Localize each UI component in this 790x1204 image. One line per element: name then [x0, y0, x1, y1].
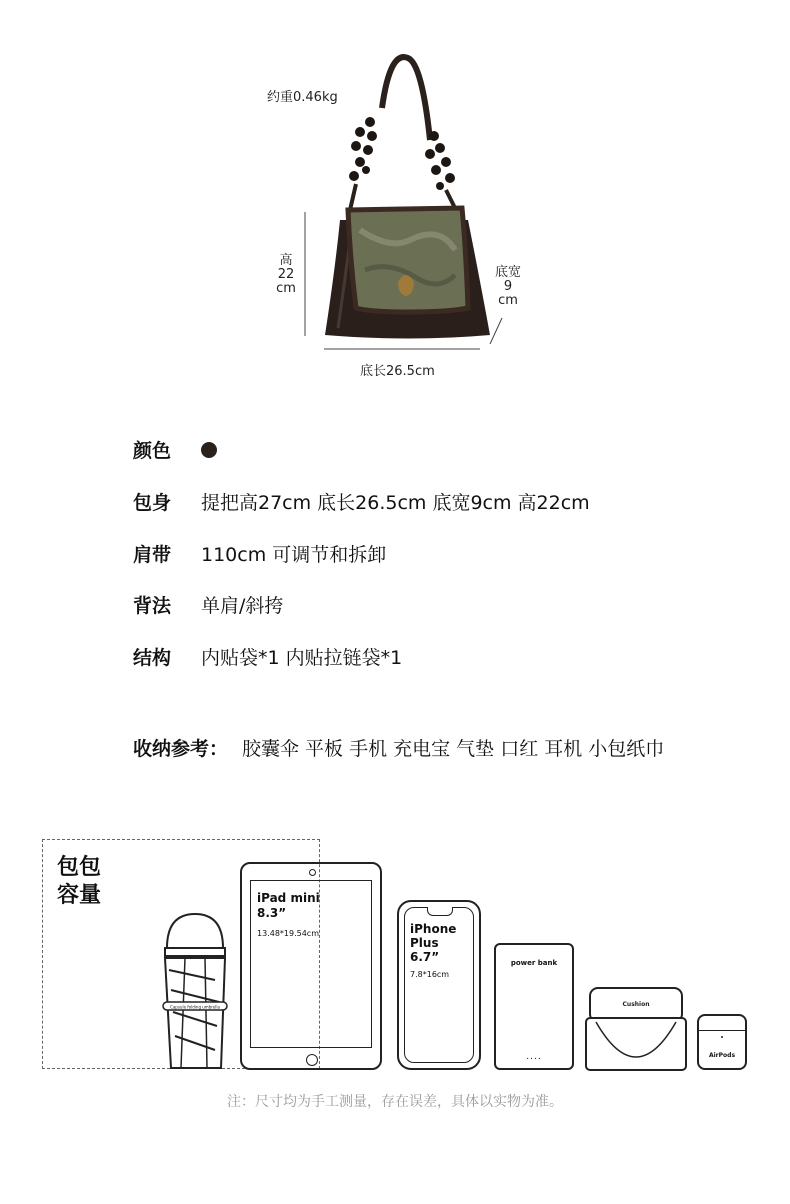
- spec-label: 结构: [133, 647, 172, 669]
- spec-row-structure: [133, 643, 402, 670]
- cushion-label: Cushion: [622, 1001, 650, 1008]
- umbrella-label: Capsule folding umbrella: [170, 1004, 220, 1010]
- iphone-screen: [404, 907, 474, 1063]
- length-dimension-line: [322, 346, 482, 352]
- depth-value: 9: [503, 279, 513, 294]
- spec-row-color: [133, 436, 217, 463]
- ipad-icon: [240, 862, 382, 1070]
- powerbank-indicator: ....: [526, 1052, 542, 1062]
- iphone-icon: [397, 900, 481, 1070]
- spec-label: 背法: [133, 595, 172, 617]
- storage-reference: [133, 734, 664, 761]
- storage-items: 胶囊伞 平板 手机 充电宝 气垫 口红 耳机 小包纸巾: [242, 738, 665, 760]
- spec-value: 110cm 可调节和拆卸: [201, 544, 387, 566]
- ipad-screen: [250, 880, 372, 1048]
- airpods-lid-line: [699, 1030, 745, 1031]
- spec-row-body: [133, 488, 590, 515]
- spec-value: 内贴袋*1 内贴拉链袋*1: [201, 647, 403, 669]
- iphone-notch: [427, 907, 453, 916]
- iphone-name-line1: iPhone: [410, 922, 457, 936]
- height-dimension-line: [300, 210, 310, 338]
- height-unit: cm: [276, 281, 296, 296]
- weight-label: 约重0.46kg: [267, 90, 338, 105]
- ipad-name-line2: 8.3”: [257, 906, 287, 920]
- storage-label: 收纳参考：: [133, 738, 229, 760]
- spec-label: 肩带: [133, 544, 172, 566]
- spec-label: 颜色: [133, 440, 172, 462]
- capacity-title: [57, 854, 101, 910]
- spec-row-carry: [133, 591, 283, 618]
- capacity-title-line1: 包包: [57, 855, 102, 880]
- measurement-note: 注：尺寸均为手工测量，存在误差，具体以实物为准。: [227, 1094, 563, 1110]
- powerbank-label: power bank: [510, 959, 558, 967]
- length-label: 底长26.5cm: [360, 364, 435, 379]
- cushion-icon: [584, 982, 688, 1072]
- airpods-label: AirPods: [708, 1052, 736, 1059]
- depth-label-text: 底宽: [494, 265, 521, 280]
- ipad-name-line1: iPad mini: [257, 891, 320, 905]
- spec-label: 包身: [133, 492, 172, 514]
- iphone-name-line3: 6.7”: [410, 950, 440, 964]
- height-value: 22: [277, 267, 295, 282]
- height-label: [276, 254, 296, 296]
- capacity-title-line2: 容量: [57, 883, 102, 908]
- iphone-size: 7.8*16cm: [410, 970, 450, 979]
- ipad-home-button: [306, 1054, 318, 1066]
- airpods-dot: [721, 1036, 723, 1038]
- airpods-icon: [697, 1014, 747, 1070]
- height-label-text: 高: [279, 253, 293, 268]
- depth-dimension-line: [486, 316, 506, 346]
- ipad-size: 13.48*19.54cm: [257, 929, 319, 938]
- powerbank-icon: [494, 943, 574, 1070]
- spec-value: 提把高27cm 底长26.5cm 底宽9cm 高22cm: [201, 492, 590, 514]
- iphone-name-line2: Plus: [410, 936, 439, 950]
- ipad-camera: [309, 869, 316, 876]
- depth-label: [490, 266, 526, 308]
- spec-value: 单肩/斜挎: [201, 595, 284, 617]
- spec-row-strap: [133, 540, 386, 567]
- depth-unit: cm: [498, 293, 518, 308]
- umbrella-icon: [155, 910, 235, 1072]
- color-swatch: [201, 442, 217, 458]
